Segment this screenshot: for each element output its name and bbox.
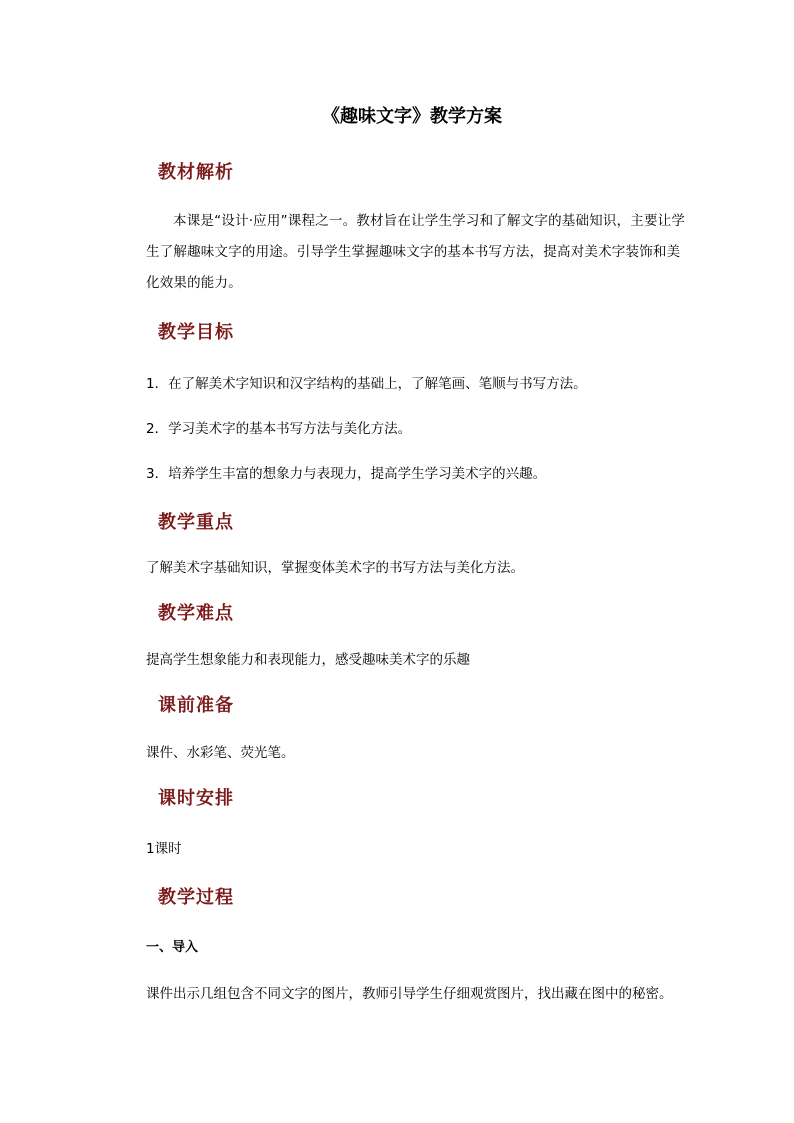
heading-difficulties: 教学难点 — [158, 603, 234, 624]
heading-schedule: 课时安排 — [158, 788, 234, 809]
heading-objectives: 教学目标 — [158, 322, 234, 343]
document-title: 《趣味文字》教学方案 — [322, 106, 502, 127]
preparation-text: 课件、水彩笔、荧光笔。 — [146, 745, 295, 761]
objective-item-2: 2．学习美术字的基本书写方法与美化方法。 — [146, 421, 412, 437]
difficulties-text: 提高学生想象能力和表现能力，感受趣味美术字的乐趣 — [146, 652, 470, 668]
objective-item-3: 3．培养学生丰富的想象力与表现力，提高学生学习美术字的兴趣。 — [146, 466, 547, 482]
heading-key-points: 教学重点 — [158, 512, 234, 533]
key-points-text: 了解美术字基础知识，掌握变体美术字的书写方法与美化方法。 — [146, 560, 524, 576]
process-step-1-text: 课件出示几组包含不同文字的图片，教师引导学生仔细观赏图片，找出藏在图中的秘密。 — [146, 986, 673, 1002]
heading-process: 教学过程 — [158, 887, 234, 908]
process-step-1-title: 一、导入 — [146, 940, 199, 955]
objective-item-1: 1．在了解美术字知识和汉字结构的基础上，了解笔画、笔顺与书写方法。 — [146, 376, 587, 392]
analysis-paragraph: 本课是“设计·应用”课程之一。教材旨在让学生学习和了解文字的基础知识，主要让学生了解趣味文字的用途。引导学生掌握趣味文字的基本书写方法，提高对美术字装饰和美化效果的能力。 — [146, 213, 686, 291]
heading-preparation: 课前准备 — [158, 695, 234, 716]
heading-analysis: 教材解析 — [158, 162, 234, 183]
schedule-text: 1课时 — [146, 841, 182, 857]
